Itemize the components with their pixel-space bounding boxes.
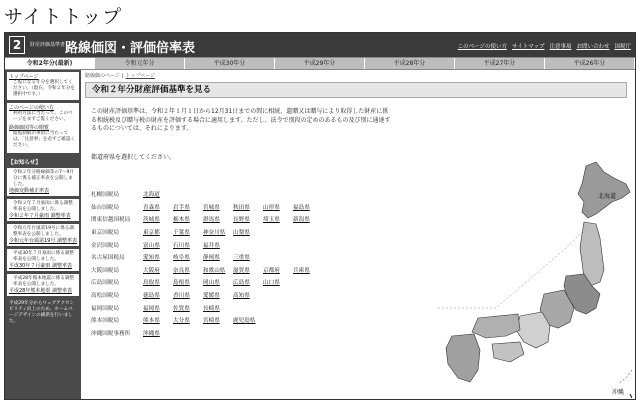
sidebar-link-usage[interactable]: このページの使い方 [9,105,54,111]
prefecture-link[interactable]: 新潟県 [293,217,310,224]
prefecture-link[interactable]: 鹿児島県 [233,318,256,325]
map-region-kinki [516,312,550,348]
map-region-hokkaido [578,162,630,218]
prefecture-link[interactable]: 山形県 [263,204,280,211]
notice-text: 令和２年７月豪雨に係る調整率表を公開しました。 [13,201,73,212]
link-contact[interactable]: お問い合わせ [576,44,610,50]
site-frame [4,32,636,400]
prefecture-link[interactable]: 広島県 [233,280,250,287]
prefecture-link[interactable]: 長崎県 [203,305,220,312]
sidebar-link-top[interactable]: トップページ [9,74,39,80]
prefecture-link[interactable]: 岐阜県 [173,255,190,262]
notice-item [7,199,79,221]
notice-link[interactable]: 地価変動補正率表 [9,188,50,194]
prefecture-link[interactable]: 長野県 [233,217,250,224]
tab-h26[interactable]: 平成26年分 [545,58,635,69]
header-bar [5,33,635,57]
prefecture-link[interactable]: 東京都 [143,230,160,237]
prefecture-link[interactable]: 北海道 [143,192,160,199]
prefecture-link[interactable]: 神奈川県 [203,230,226,237]
bureau-name: 仙台国税局 [91,204,119,211]
tab-h28[interactable]: 平成28年分 [365,58,455,69]
bureau-name: 沖縄国税事務所 [91,330,131,337]
bureau-name: 金沢国税局 [91,242,119,249]
prefecture-link[interactable]: 栃木県 [173,217,190,224]
prefecture-links [143,253,263,261]
link-notes[interactable]: 注意事項 [549,44,572,50]
notice-link[interactable]: 平成30年７月豪雨 調整率表 [9,263,72,269]
prefecture-link[interactable]: 佐賀県 [173,305,190,312]
sidebar-browse-text: 閲覧制限の事由に当たっては、「注意事」を必ずご確認ください。 [13,131,76,148]
link-how-to-use[interactable]: このページの使い方 [457,44,508,50]
prefecture-links [143,241,233,249]
prefecture-link[interactable]: 熊本県 [143,318,160,325]
prefecture-link[interactable]: 茨城県 [143,217,160,224]
notice-text: 令和２年分路線価等の7～9月分に係る補正率表を公開しました。 [13,170,74,187]
site-subtitle: 財産評価基準書 [30,42,66,48]
prefecture-link[interactable]: 群馬県 [203,217,220,224]
bureau-row [91,276,323,289]
bureau-name: 東京国税局 [91,230,119,237]
bureau-row [91,314,323,327]
bureau-row [91,289,323,302]
notice-item [7,249,79,271]
sidebar-link-browse[interactable]: 路線価図等の閲覧 [9,125,50,131]
notice-text: 平成28年熊本地震に係る調整率表を公開しました。 [13,276,74,287]
prefecture-link[interactable]: 沖縄県 [143,330,160,337]
link-nta[interactable]: 国税庁 [614,44,631,50]
notice-item [7,168,79,196]
page-title: 令和２年分財産評価基準を見る [85,82,627,98]
prefecture-link[interactable]: 愛媛県 [203,293,220,300]
site-title[interactable]: 路線価図・評価倍率表 [65,41,196,56]
main-content [81,70,635,400]
prefecture-links [143,304,233,312]
tab-h30[interactable]: 平成30年分 [185,58,275,69]
prefecture-link[interactable]: 秋田県 [233,204,250,211]
prefecture-links [143,278,293,286]
sidebar-top-box [7,72,79,100]
sidebar-top-text: ご覧になる年分を選択してください。（現在、令和２年分を選択中です。） [13,80,76,97]
prefecture-link[interactable]: 滋賀県 [233,267,250,274]
prefecture-link[interactable]: 兵庫県 [293,267,310,274]
prefecture-link[interactable]: 愛知県 [143,255,160,262]
prefecture-link[interactable]: 岡山県 [203,280,220,287]
prefecture-link[interactable]: 岩手県 [173,204,190,211]
notice-heading: 【お知らせ】 [7,156,79,168]
prefecture-link[interactable]: 静岡県 [203,255,220,262]
prefecture-links [143,203,323,211]
notice-link[interactable]: 令和２年７月豪雨 調整率表 [9,213,71,219]
notice-item [7,224,79,246]
breadcrumb [85,72,155,79]
prefecture-link[interactable]: 青森県 [143,204,160,211]
bureau-name: 福岡国税局 [91,305,119,312]
prefecture-links [143,316,263,324]
map-label-hokkaido: 北海道 [598,193,617,200]
map-region-okinawa [618,370,632,384]
prefecture-link[interactable]: 大分県 [173,318,190,325]
prefecture-links [143,215,323,223]
prefecture-link[interactable]: 山梨県 [233,230,250,237]
prefecture-link[interactable]: 奈良県 [173,267,190,274]
bureau-name: 高松国税局 [91,293,119,300]
notice-link[interactable]: 令和元年台風第19号 調整率表 [9,238,77,244]
bureau-row [91,301,323,314]
notice-text: 令和元年台風第19号に係る調整率表を公開しました。 [13,226,74,237]
prefecture-links [143,228,263,236]
map-label-okinawa: 沖縄 [612,389,625,396]
bureau-row [91,226,323,239]
bureau-row [91,264,323,277]
prefecture-link[interactable]: 宮城県 [203,204,220,211]
tab-r1[interactable]: 令和元年分 [95,58,185,69]
prefecture-link[interactable]: 京都府 [263,267,280,274]
bureau-name: 広島国税局 [91,280,119,287]
prefecture-link[interactable]: 香川県 [173,293,190,300]
map-region-kyushu [446,334,480,382]
prefecture-link[interactable]: 福岡県 [143,305,160,312]
sidebar [5,70,81,400]
prefecture-links [143,291,263,299]
map-region-shikoku [492,342,524,362]
notice-item [7,274,79,296]
tab-h27[interactable]: 平成27年分 [455,58,545,69]
sidebar-bottom-text: 平成29年分からウェブアクセシビリティ向上のため、ホームページデザインの刷新を行いました。 [9,301,75,324]
japan-map[interactable] [436,158,632,398]
prefecture-link[interactable]: 千葉県 [173,230,190,237]
year-tabs [5,57,635,70]
bureau-list [91,188,323,339]
map-region-chugoku [472,314,520,338]
prefecture-link[interactable]: 福島県 [293,204,310,211]
bureau-name: 札幌国税局 [91,192,119,199]
prefecture-link[interactable]: 三重県 [233,255,250,262]
tab-r2[interactable]: 令和2年分(最新) [5,58,95,69]
prefecture-link[interactable]: 福井県 [203,242,220,249]
breadcrumb-home[interactable]: 路線価のページ [85,73,120,79]
prefecture-link[interactable]: 島根県 [173,280,190,287]
breadcrumb-separator: | [121,73,124,79]
bureau-row [91,188,323,201]
bureau-name: 熊本国税局 [91,318,119,325]
bureau-row [91,213,323,226]
prefecture-link[interactable]: 埼玉県 [263,217,280,224]
breadcrumb-current[interactable]: トップページ [125,73,156,79]
prefecture-link[interactable]: 和歌山県 [203,267,226,274]
bureau-name: 関東信越国税局 [91,217,131,224]
bureau-row [91,251,323,264]
prefecture-link[interactable]: 石川県 [173,242,190,249]
sidebar-usage-text: 利用方法に当たって、このページをまずご覧ください。 [13,111,73,122]
prefecture-links [143,190,173,198]
prefecture-link[interactable]: 鳥取県 [143,280,160,287]
prefecture-links [143,266,323,274]
prefecture-link[interactable]: 山口県 [263,280,280,287]
header-links [458,42,631,50]
logo-number: 2 [9,36,25,54]
bureau-row [91,201,323,214]
sidebar-guide-box [7,103,79,153]
prefecture-links [143,329,173,337]
bureau-name: 大阪国税局 [91,267,119,274]
notice-link[interactable]: 平成28年熊本地震 調整率表 [9,288,72,294]
bureau-row [91,327,323,340]
tab-h29[interactable]: 平成29年分 [275,58,365,69]
notice-text: 平成30年７月豪雨に係る調整率表を公開しました。 [13,251,74,262]
prefecture-link[interactable]: 大阪府 [143,267,160,274]
select-prompt: 都道府県を選択してください。 [91,154,176,161]
prefecture-link[interactable]: 宮崎県 [203,318,220,325]
link-sitemap[interactable]: サイトマップ [512,44,545,50]
prefecture-link[interactable]: 徳島県 [143,293,160,300]
page-caption: サイトトップ [4,6,123,28]
prefecture-link[interactable]: 富山県 [143,242,160,249]
bureau-name: 名古屋国税局 [91,255,125,262]
bureau-row [91,238,323,251]
intro-text: この財産評価基準は、令和２年１月１日から12月31日までの間に相続、遺贈又は贈与により取得した財産に係る相続税及び贈与税の財産を評価する場合に適用します。ただし、法令で別段の定めのあるもの及び別に通達するものについては、それによります。 [91,108,391,132]
prefecture-link[interactable]: 高知県 [233,293,250,300]
